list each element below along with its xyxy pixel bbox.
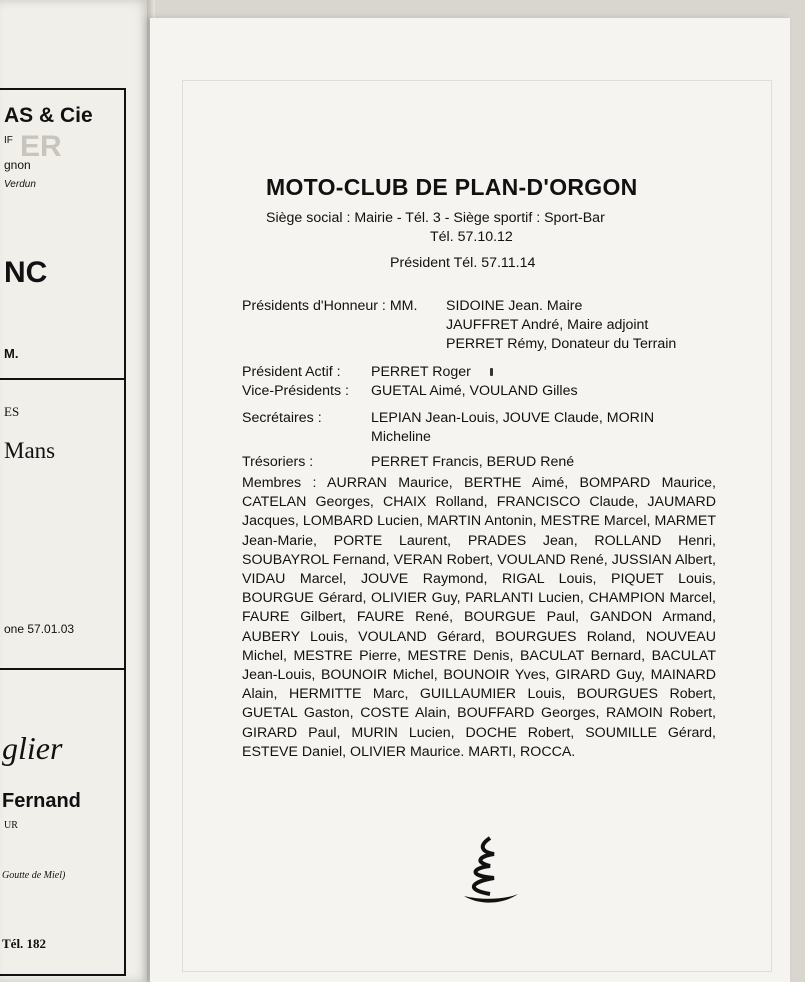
officer-role: Vice-Présidents : xyxy=(242,383,349,399)
officer-role: Trésoriers : xyxy=(242,454,314,470)
honor-name: SIDOINE Jean. Maire xyxy=(446,298,583,314)
left-city: Mans xyxy=(4,438,56,463)
seat-line: Siège social : Mairie - Tél. 3 - Siège sportif : Sport-Bar xyxy=(266,210,605,226)
left-tel: Tél. 182 xyxy=(2,936,47,951)
officer-names: LEPIAN Jean-Louis, JOUVE Claude, MORIN xyxy=(371,410,655,426)
honor-name: JAUFFRET André, Maire adjoint xyxy=(446,317,649,333)
left-line: gnon xyxy=(4,158,31,172)
left-line: IF xyxy=(4,135,13,146)
divider xyxy=(0,378,126,380)
seat-tel: Tél. 57.10.12 xyxy=(430,229,513,245)
page-title: MOTO-CLUB DE PLAN-D'ORGON xyxy=(266,174,638,200)
left-line: Verdun xyxy=(4,179,36,190)
show-through-text: ER xyxy=(20,130,62,163)
left-line: UR xyxy=(4,820,18,831)
honor-label: Présidents d'Honneur : MM. xyxy=(242,298,418,314)
left-name: Fernand xyxy=(2,790,81,812)
officer-role: Secrétaires : xyxy=(242,410,322,426)
left-line: M. xyxy=(4,346,19,361)
officer-names: PERRET Francis, BERUD René xyxy=(371,454,575,470)
officer-names: PERRET Roger xyxy=(371,364,471,380)
honor-name: PERRET Rémy, Donateur du Terrain xyxy=(446,336,677,352)
left-ad-box xyxy=(0,88,126,976)
left-line: Goutte de Miel) xyxy=(2,870,66,881)
officer-names: Micheline xyxy=(371,429,431,445)
ink-mark xyxy=(490,368,493,376)
spiral-logo-icon xyxy=(460,836,520,906)
officer-names: GUETAL Aimé, VOULAND Gilles xyxy=(371,383,578,399)
left-script: glier xyxy=(2,730,63,766)
left-big-text: NC xyxy=(4,256,48,289)
left-heading: AS & Cie xyxy=(4,104,93,127)
left-line: ES xyxy=(4,404,20,419)
left-page xyxy=(0,0,150,982)
president-tel: Président Tél. 57.11.14 xyxy=(390,255,536,271)
divider xyxy=(0,668,126,670)
members-list: Membres : AURRAN Maurice, BERTHE Aimé, BOMPARD Maurice, CATELAN Georges, CHAIX Rolland, FRANCISCO Claude, JAUMARD Jacques, LOMBARD Lucien, MARTIN Antonin, MESTRE Marcel, MARMET Jean-Marie, PORTE Laurent, PRADES Jean, ROLLAND Henri, SOUBAYROL Fernand, VERAN Robert, VOULAND René, JUSSIAN Albert, VIDAU Marcel, JOUVE Raymond, RIGAL Louis, PIQUET Louis, BOURGUE Gérard, OLIVIER Guy, PARLANTI Lucien, CHAMPION Marcel, FAURE Gilbert, FAURE René, BOURGUE Paul, GANDON Armand, AUBERY Louis, VOULAND Gérard, BOURGUES Roland, NOUVEAU Michel, MESTRE Pierre, MESTRE Denis, BACULAT Bernard, BACULAT Jean-Louis, BOUNOIR Michel, BOUNOIR Yves, GIRARD Guy, MAINARD Alain, HERMITTE Marc, GUILLAUMIER Louis, BOURGUES Robert, GUETAL Gaston, COSTE Alain, BOUFFARD Georges, RAMOIN Robert, GIRARD Paul, MURIN Lucien, DOCHE Robert, SOUMILLE Gérard, ESTEVE Daniel, OLIVIER Maurice. MARTI, ROCCA. xyxy=(242,475,716,760)
left-phone: one 57.01.03 xyxy=(4,622,75,636)
officer-role: Président Actif : xyxy=(242,364,341,380)
